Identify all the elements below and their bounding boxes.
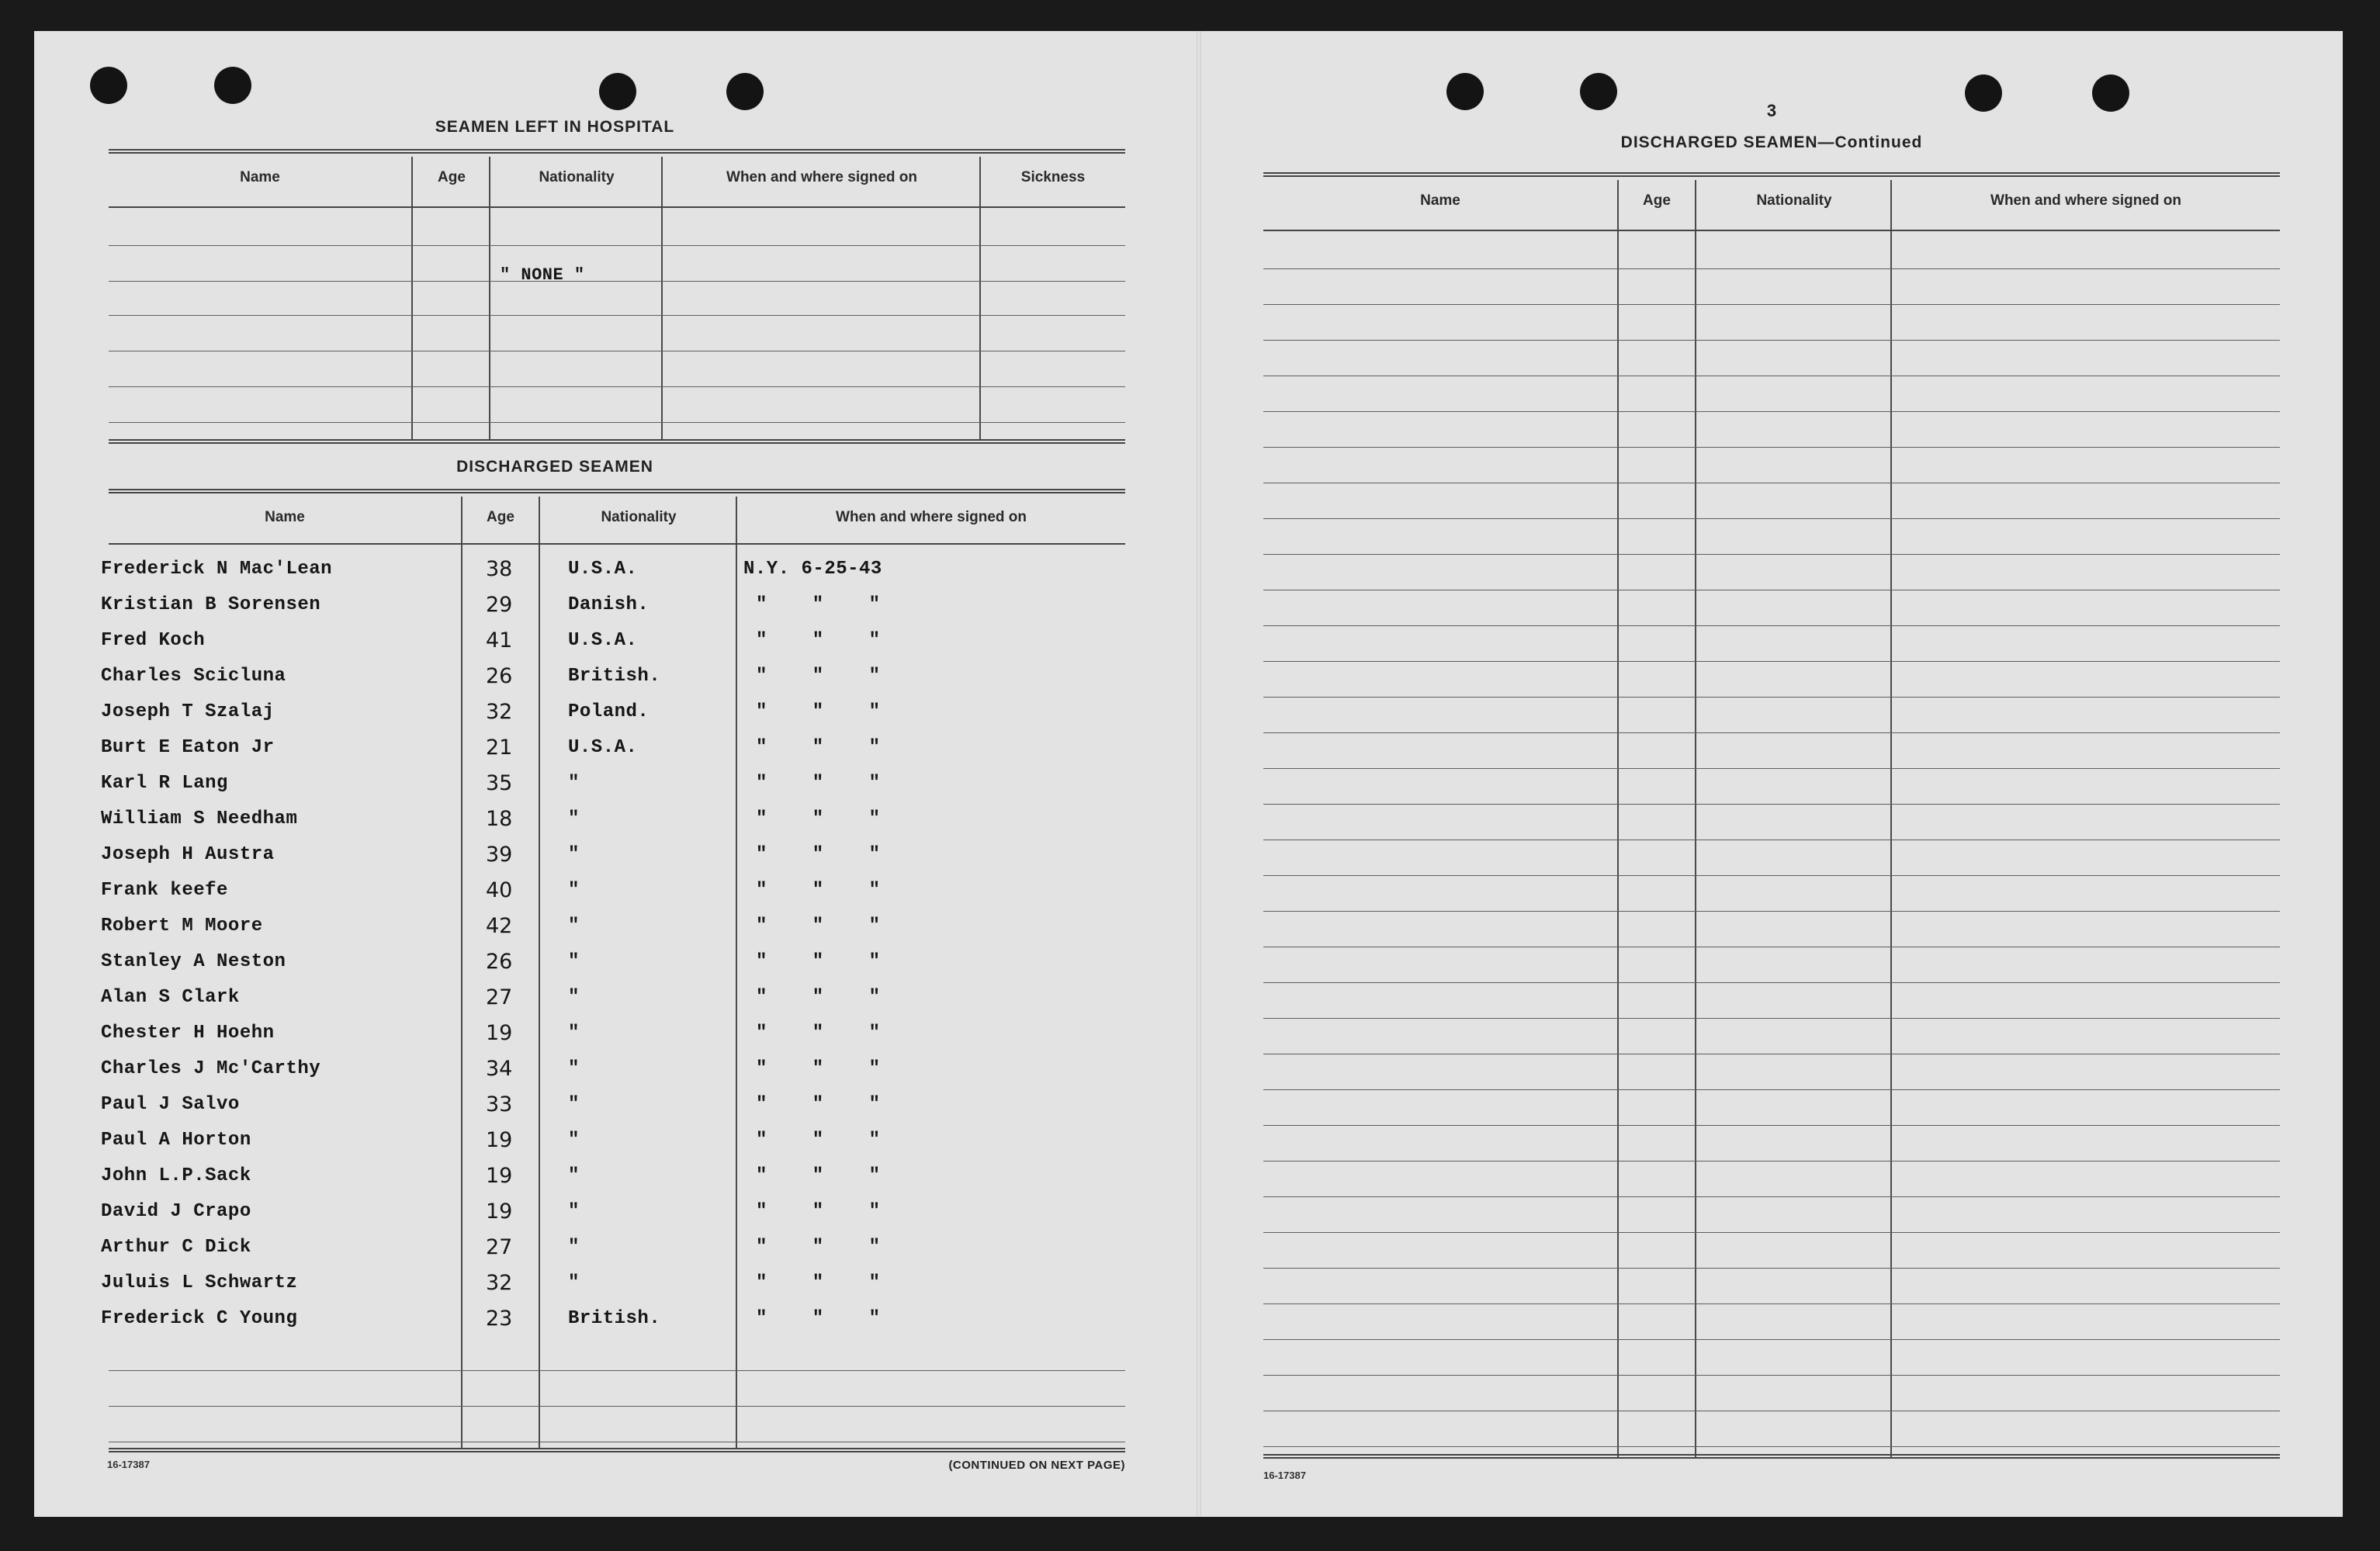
- seaman-age: 21: [486, 736, 513, 760]
- hospital-section-title: SEAMEN LEFT IN HOSPITAL: [435, 118, 675, 136]
- seaman-nationality: ": [568, 1237, 580, 1258]
- row-line: [1263, 1089, 2280, 1090]
- row-line: [1263, 304, 2280, 305]
- hospital-col-name: Name: [240, 169, 280, 185]
- seaman-age: 27: [486, 1235, 513, 1259]
- seaman-name: Stanley A Neston: [101, 951, 286, 972]
- discharged-col-age: Age: [487, 509, 514, 525]
- row-line: [1263, 875, 2280, 876]
- seaman-age: 34: [486, 1057, 513, 1081]
- row-line: [109, 206, 1125, 208]
- seaman-name: Burt E Eaton Jr: [101, 737, 275, 758]
- seaman-name: Charles Scicluna: [101, 666, 286, 687]
- row-line: [109, 1406, 1125, 1407]
- row-line: [1263, 1303, 2280, 1304]
- seaman-nationality: ": [568, 880, 580, 901]
- seaman-age: 38: [486, 557, 513, 581]
- col-divider: [661, 157, 663, 440]
- rule: [109, 149, 1125, 154]
- seaman-age: 33: [486, 1092, 513, 1117]
- seaman-signed-on: " " ": [756, 594, 898, 615]
- seaman-nationality: ": [568, 1058, 580, 1079]
- right-page: [1263, 0, 2280, 1551]
- seaman-signed-on: " " ": [756, 808, 898, 829]
- row-line: [109, 543, 1125, 545]
- seaman-age: 42: [486, 914, 513, 938]
- row-line: [1263, 697, 2280, 698]
- seaman-nationality: ": [568, 773, 580, 794]
- seaman-age: 18: [486, 807, 513, 831]
- seaman-age: 41: [486, 628, 513, 653]
- seaman-name: Karl R Lang: [101, 773, 228, 794]
- right-col-signed: When and where signed on: [1990, 192, 2181, 209]
- seaman-signed-on: " " ": [756, 737, 898, 758]
- seaman-signed-on: " " ": [756, 951, 898, 972]
- col-divider: [461, 497, 462, 1449]
- row-line: [1263, 1196, 2280, 1197]
- row-line: [1263, 1268, 2280, 1269]
- seaman-name: Frank keefe: [101, 880, 228, 901]
- seaman-name: Juluis L Schwartz: [101, 1272, 298, 1293]
- seaman-nationality: ": [568, 987, 580, 1008]
- seaman-nationality: ": [568, 808, 580, 829]
- rule: [1263, 1454, 2280, 1459]
- col-divider: [489, 157, 490, 440]
- seaman-name: John L.P.Sack: [101, 1165, 251, 1186]
- seaman-name: Paul A Horton: [101, 1130, 251, 1151]
- hospital-col-nationality: Nationality: [539, 169, 615, 185]
- seaman-age: 35: [486, 771, 513, 795]
- right-col-name: Name: [1420, 192, 1460, 209]
- rule: [109, 439, 1125, 444]
- seaman-name: Frederick N Mac'Lean: [101, 559, 333, 580]
- seaman-nationality: ": [568, 1023, 580, 1044]
- seaman-name: Charles J Mc'Carthy: [101, 1058, 321, 1079]
- row-line: [1263, 1161, 2280, 1162]
- row-line: [109, 1370, 1125, 1371]
- row-line: [109, 315, 1125, 316]
- rule: [1263, 172, 2280, 177]
- seaman-nationality: U.S.A.: [568, 559, 638, 580]
- seaman-signed-on: " " ": [756, 1023, 898, 1044]
- right-col-nationality: Nationality: [1756, 192, 1832, 209]
- row-line: [1263, 1125, 2280, 1126]
- seaman-age: 39: [486, 843, 513, 867]
- col-divider: [539, 497, 540, 1449]
- row-line: [1263, 982, 2280, 983]
- row-line: [1263, 268, 2280, 269]
- col-divider: [1617, 180, 1619, 1459]
- seaman-name: David J Crapo: [101, 1201, 251, 1222]
- seaman-signed-on: " " ": [756, 1165, 898, 1186]
- continued-note: (CONTINUED ON NEXT PAGE): [948, 1459, 1125, 1472]
- col-divider: [411, 157, 413, 440]
- hospital-col-age: Age: [438, 169, 466, 185]
- seaman-age: 32: [486, 1271, 513, 1295]
- seaman-age: 19: [486, 1021, 513, 1045]
- seaman-signed-on: " " ": [756, 916, 898, 936]
- seaman-name: Joseph H Austra: [101, 844, 275, 865]
- col-divider: [1695, 180, 1696, 1459]
- seaman-name: Arthur C Dick: [101, 1237, 251, 1258]
- seaman-signed-on: " " ": [756, 1058, 898, 1079]
- row-line: [1263, 1018, 2280, 1019]
- seaman-nationality: British.: [568, 1308, 661, 1329]
- seaman-age: 26: [486, 950, 513, 974]
- seaman-nationality: Danish.: [568, 594, 650, 615]
- row-line: [1263, 1446, 2280, 1447]
- row-line: [1263, 911, 2280, 912]
- discharged-section-title: DISCHARGED SEAMEN: [456, 458, 653, 476]
- row-line: [109, 386, 1125, 387]
- seaman-name: Joseph T Szalaj: [101, 701, 275, 722]
- seaman-name: Chester H Hoehn: [101, 1023, 275, 1044]
- page-number: 3: [1766, 101, 1777, 120]
- seaman-nationality: ": [568, 951, 580, 972]
- seaman-signed-on: " " ": [756, 1130, 898, 1151]
- row-line: [1263, 1339, 2280, 1340]
- seaman-name: Frederick C Young: [101, 1308, 298, 1329]
- seaman-nationality: U.S.A.: [568, 737, 638, 758]
- seaman-nationality: Poland.: [568, 701, 650, 722]
- row-line: [1263, 340, 2280, 341]
- row-line: [1263, 768, 2280, 769]
- seaman-signed-on: " " ": [756, 844, 898, 865]
- seaman-name: Alan S Clark: [101, 987, 240, 1008]
- seaman-nationality: ": [568, 844, 580, 865]
- discharged-continued-title: DISCHARGED SEAMEN—Continued: [1620, 133, 1923, 151]
- hospital-col-signed: When and where signed on: [726, 169, 917, 185]
- seaman-age: 23: [486, 1307, 513, 1331]
- seaman-name: Paul J Salvo: [101, 1094, 240, 1115]
- row-line: [1263, 625, 2280, 626]
- seaman-signed-on: N.Y. 6-25-43: [743, 559, 882, 580]
- seaman-nationality: British.: [568, 666, 661, 687]
- seaman-age: 26: [486, 664, 513, 688]
- row-line: [1263, 732, 2280, 733]
- discharged-col-name: Name: [265, 509, 305, 525]
- row-line: [1263, 411, 2280, 412]
- seaman-signed-on: " " ": [756, 630, 898, 651]
- seaman-nationality: ": [568, 1272, 580, 1293]
- seaman-nationality: ": [568, 1201, 580, 1222]
- seaman-name: Kristian B Sorensen: [101, 594, 321, 615]
- row-line: [1263, 230, 2280, 231]
- row-line: [1263, 661, 2280, 662]
- seaman-age: 29: [486, 593, 513, 617]
- seaman-name: Fred Koch: [101, 630, 206, 651]
- seaman-age: 27: [486, 985, 513, 1009]
- seaman-nationality: ": [568, 1094, 580, 1115]
- seaman-signed-on: " " ": [756, 1308, 898, 1329]
- seaman-age: 19: [486, 1200, 513, 1224]
- row-line: [1263, 447, 2280, 448]
- form-number: 16-17387: [107, 1459, 150, 1470]
- hospital-col-sickness: Sickness: [1020, 169, 1086, 185]
- col-divider: [979, 157, 981, 440]
- row-line: [1263, 804, 2280, 805]
- seaman-signed-on: " " ": [756, 1201, 898, 1222]
- hospital-none-entry: " NONE ": [500, 265, 585, 285]
- discharged-col-signed: When and where signed on: [836, 509, 1027, 525]
- row-line: [1263, 1232, 2280, 1233]
- seaman-age: 32: [486, 700, 513, 724]
- seaman-signed-on: " " ": [756, 701, 898, 722]
- rule: [109, 1448, 1125, 1452]
- seaman-age: 40: [486, 878, 513, 902]
- col-divider: [736, 497, 737, 1449]
- discharged-col-nationality: Nationality: [601, 509, 677, 525]
- form-number: 16-17387: [1263, 1470, 1306, 1481]
- seaman-signed-on: " " ": [756, 1272, 898, 1293]
- seaman-nationality: ": [568, 916, 580, 936]
- right-col-age: Age: [1643, 192, 1671, 209]
- row-line: [1263, 518, 2280, 519]
- row-line: [1263, 554, 2280, 555]
- seaman-signed-on: " " ": [756, 880, 898, 901]
- seaman-name: Robert M Moore: [101, 916, 263, 936]
- seaman-nationality: ": [568, 1165, 580, 1186]
- page-fold: [1197, 31, 1201, 1517]
- row-line: [109, 281, 1125, 282]
- seaman-name: William S Needham: [101, 808, 298, 829]
- row-line: [1263, 1375, 2280, 1376]
- row-line: [109, 245, 1125, 246]
- seaman-age: 19: [486, 1128, 513, 1152]
- left-page: [101, 0, 1125, 1551]
- seaman-signed-on: " " ": [756, 1237, 898, 1258]
- seaman-signed-on: " " ": [756, 987, 898, 1008]
- rule: [109, 489, 1125, 493]
- row-line: [109, 422, 1125, 423]
- col-divider: [1890, 180, 1892, 1459]
- seaman-nationality: U.S.A.: [568, 630, 638, 651]
- seaman-age: 19: [486, 1164, 513, 1188]
- seaman-signed-on: " " ": [756, 1094, 898, 1115]
- seaman-signed-on: " " ": [756, 773, 898, 794]
- seaman-signed-on: " " ": [756, 666, 898, 687]
- seaman-nationality: ": [568, 1130, 580, 1151]
